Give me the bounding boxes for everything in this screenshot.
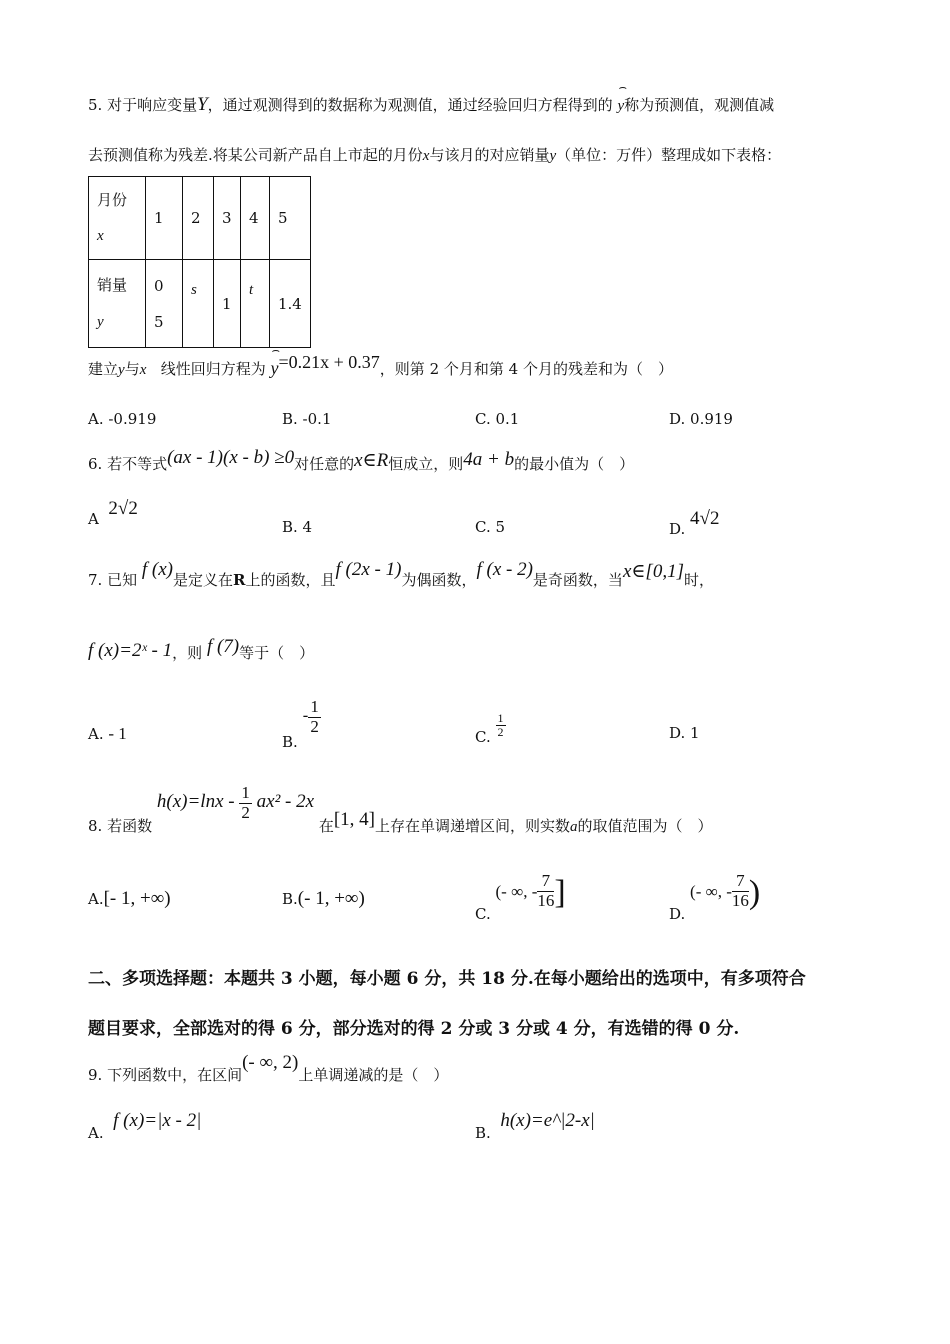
section2-line2: 题目要求，全部选对的得 6 分，部分选对的得 2 分或 3 分或 4 分，有选错的得 0 分.	[88, 1019, 740, 1039]
y-hat: ⌢ y	[617, 80, 628, 114]
table-cell: 4	[241, 177, 270, 260]
table-cell: s	[183, 260, 214, 348]
row-header: 月份 x	[89, 177, 146, 260]
table-row	[89, 177, 311, 260]
q5-stem: 建立y与x 线性回归方程为 ⌢ y=0.21x + 0.37，则第 2 个月和第 4 个月的残差和为（ ）	[88, 343, 673, 378]
var-Y: Y	[197, 94, 208, 115]
table-cell: t	[241, 260, 270, 348]
table-cell: 2	[183, 177, 214, 260]
table-cell: 3	[214, 177, 241, 260]
q6-option-d[interactable]: D. 4√2	[669, 508, 720, 538]
q5-option-c[interactable]: C. 0.1	[475, 410, 520, 428]
table-cell: 1	[214, 260, 241, 348]
table-cell: 0 5	[146, 260, 183, 348]
q6-option-c[interactable]: C. 5	[475, 518, 506, 536]
q7-option-c[interactable]: C. $\frac{1}{2}$	[475, 711, 504, 746]
section2-line1: 二、多项选择题：本题共 3 小题，每小题 6 分，共 18 分.在每小题给出的选项中，有多项符合	[88, 969, 806, 989]
q8-stem: 8. 若函数 h(x)=lnx - $\frac{1}{2}$ ax² - 2x 在[1, 4]上存在单调递增区间，则实数a的取值范围为（ ）	[88, 783, 713, 836]
q8-option-b[interactable]: B.(- 1, +∞)	[282, 888, 365, 909]
q7-option-d[interactable]: D. 1	[669, 724, 700, 742]
q6-option-a[interactable]: A 2√2	[88, 498, 138, 528]
table-row	[89, 260, 311, 348]
q5-option-d[interactable]: D. 0.919	[669, 410, 733, 428]
q7-option-b[interactable]: B. - $\frac{1}{2}$	[282, 697, 319, 752]
q6-option-b[interactable]: B. 4	[282, 518, 313, 536]
q7-stem-2: f (x)=2ˣ - 1，则 f (7)等于（ ）	[88, 636, 315, 662]
q5-option-b[interactable]: B. -0.1	[282, 410, 332, 428]
q5-line1: 5. 对于响应变量Y，通过观测得到的数据称为观测值，通过经验回归方程得到的 ⌢ y称为预测值，观测值减	[88, 80, 775, 115]
q5-option-a[interactable]: A. -0.919	[88, 410, 157, 428]
table-cell: 5	[270, 177, 311, 260]
q9-option-a[interactable]: A. f (x)=|x - 2|	[88, 1110, 202, 1142]
q7-option-a[interactable]: A. - 1	[88, 724, 127, 743]
q8-option-a[interactable]: A.[- 1, +∞)	[88, 888, 171, 909]
q9-option-b[interactable]: B. h(x)=e^|2-x|	[475, 1110, 595, 1142]
q5-line2: 去预测值称为残差.将某公司新产品自上市起的月份x与该月的对应销量y（单位：万件）整理成如下表格：	[88, 146, 782, 164]
q7-stem-1: 7. 已知 f (x)是定义在R上的函数，且f (2x - 1)为偶函数，f (x - 2)是奇函数，当x∈[0,1]时，	[88, 559, 714, 589]
sales-table	[88, 176, 311, 348]
q8-option-c[interactable]: C. (- ∞, - $\frac{7}{16}$ ]	[475, 870, 566, 923]
row-header: 销量 y	[89, 260, 146, 348]
table-cell: 1.4	[270, 260, 311, 348]
q9-stem: 9. 下列函数中，在区间(- ∞, 2)上单调递减的是（ ）	[88, 1052, 449, 1084]
q8-option-d[interactable]: D. (- ∞, - $\frac{7}{16}$ )	[669, 870, 761, 923]
q6-stem: 6. 若不等式(ax - 1)(x - b) ≥0对任意的x∈R恒成立，则4a + b的最小值为（ ）	[88, 447, 635, 473]
table-cell: 1	[146, 177, 183, 260]
regression-equation: ⌢ y=0.21x + 0.37	[270, 343, 380, 378]
